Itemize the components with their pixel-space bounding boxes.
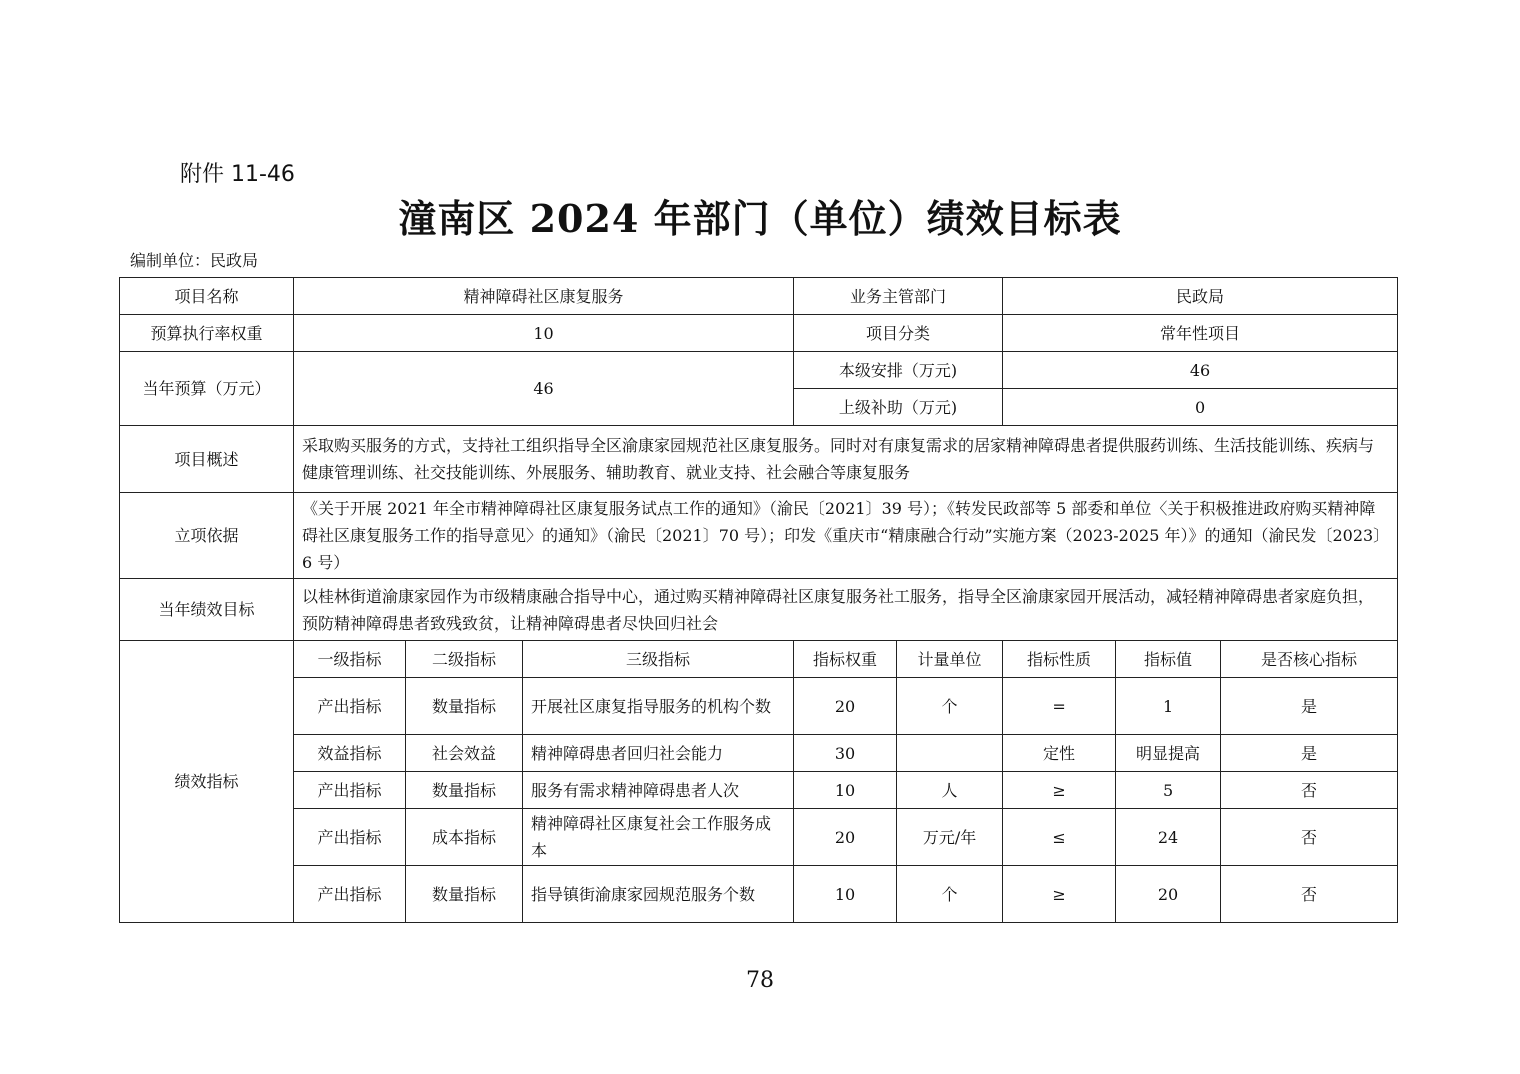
cell-label: 上级补助（万元) [794, 389, 1003, 426]
local-allocation: 46 [1003, 352, 1398, 389]
indicator-nature: ≥ [1003, 866, 1116, 923]
indicator-unit: 万元/年 [897, 809, 1003, 866]
indicator-header-row [120, 641, 1398, 678]
indicators-label: 绩效指标 [120, 641, 294, 923]
performance-table [119, 277, 1398, 923]
annual-budget: 46 [294, 352, 794, 426]
table-row [120, 735, 1398, 772]
level1-indicator: 效益指标 [294, 735, 406, 772]
project-overview: 采取购买服务的方式，支持社工组织指导全区渝康家园规范社区康复服务。同时对有康复需求的居家精神障碍患者提供服药训练、生活技能训练、疾病与健康管理训练、社交技能训练、外展服务、辅助教育、就业支持、社会融合等康复服务 [294, 426, 1398, 493]
cell-label: 项目概述 [120, 426, 294, 493]
indicator-nature: 定性 [1003, 735, 1116, 772]
level3-indicator: 精神障碍社区康复社会工作服务成本 [523, 809, 794, 866]
cell-label: 项目名称 [120, 278, 294, 315]
level3-indicator: 指导镇街渝康家园规范服务个数 [523, 866, 794, 923]
level2-indicator: 成本指标 [406, 809, 523, 866]
indicator-value: 明显提高 [1116, 735, 1221, 772]
page-number: 78 [746, 968, 774, 993]
level3-indicator: 服务有需求精神障碍患者人次 [523, 772, 794, 809]
cell-label: 业务主管部门 [794, 278, 1003, 315]
level1-indicator: 产出指标 [294, 809, 406, 866]
annual-goal: 以桂林街道渝康家园作为市级精康融合指导中心，通过购买精神障碍社区康复服务社工服务，指导全区渝康家园开展活动，减轻精神障碍患者家庭负担，预防精神障碍患者致残致贫，让精神障碍患者尽快回归社会 [294, 579, 1398, 641]
level1-indicator: 产出指标 [294, 866, 406, 923]
cell-label: 预算执行率权重 [120, 315, 294, 352]
level3-indicator: 精神障碍患者回归社会能力 [523, 735, 794, 772]
upper-subsidy: 0 [1003, 389, 1398, 426]
indicator-weight: 30 [794, 735, 897, 772]
cell-label: 本级安排（万元) [794, 352, 1003, 389]
budget-weight: 10 [294, 315, 794, 352]
indicator-unit [897, 735, 1003, 772]
level2-indicator: 社会效益 [406, 735, 523, 772]
level2-indicator: 数量指标 [406, 772, 523, 809]
table-row [120, 678, 1398, 735]
table-row [120, 809, 1398, 866]
core-indicator: 否 [1221, 809, 1398, 866]
table-row [120, 772, 1398, 809]
cell-label: 当年预算（万元） [120, 352, 294, 426]
level3-indicator: 开展社区康复指导服务的机构个数 [523, 678, 794, 735]
column-header: 指标值 [1116, 641, 1221, 678]
column-header: 指标权重 [794, 641, 897, 678]
project-category: 常年性项目 [1003, 315, 1398, 352]
core-indicator: 是 [1221, 735, 1398, 772]
table-row [120, 579, 1398, 641]
column-header: 三级指标 [523, 641, 794, 678]
table-row [120, 866, 1398, 923]
column-header: 二级指标 [406, 641, 523, 678]
indicator-nature: ≤ [1003, 809, 1116, 866]
column-header: 是否核心指标 [1221, 641, 1398, 678]
indicator-value: 1 [1116, 678, 1221, 735]
indicator-unit: 个 [897, 866, 1003, 923]
department: 民政局 [1003, 278, 1398, 315]
level2-indicator: 数量指标 [406, 678, 523, 735]
core-indicator: 是 [1221, 678, 1398, 735]
cell-label: 立项依据 [120, 493, 294, 579]
attachment-number: 附件 11-46 [180, 162, 295, 187]
cell-label: 项目分类 [794, 315, 1003, 352]
indicator-weight: 10 [794, 772, 897, 809]
level1-indicator: 产出指标 [294, 678, 406, 735]
indicator-value: 24 [1116, 809, 1221, 866]
table-row [120, 493, 1398, 579]
indicator-value: 5 [1116, 772, 1221, 809]
indicator-weight: 20 [794, 809, 897, 866]
column-header: 计量单位 [897, 641, 1003, 678]
indicator-weight: 20 [794, 678, 897, 735]
indicator-value: 20 [1116, 866, 1221, 923]
column-header: 指标性质 [1003, 641, 1116, 678]
column-header: 一级指标 [294, 641, 406, 678]
table-row [120, 278, 1398, 315]
core-indicator: 否 [1221, 772, 1398, 809]
level2-indicator: 数量指标 [406, 866, 523, 923]
indicator-unit: 人 [897, 772, 1003, 809]
table-row [120, 426, 1398, 493]
indicator-unit: 个 [897, 678, 1003, 735]
page-title: 潼南区 2024 年部门（单位）绩效目标表 [398, 196, 1122, 241]
core-indicator: 否 [1221, 866, 1398, 923]
project-basis: 《关于开展 2021 年全市精神障碍社区康复服务试点工作的通知》（渝民〔2021〕39 号）；《转发民政部等 5 部委和单位〈关于积极推进政府购买精神障碍社区康复服务工作的指导意见〉的通知》（渝民〔2021〕70 号）；印发《重庆市“精康融合行动”实施方案（2023-2025 年）》的通知（渝民发〔2023〕6 号） [294, 493, 1398, 579]
indicator-nature: = [1003, 678, 1116, 735]
cell-label: 当年绩效目标 [120, 579, 294, 641]
table-row [120, 315, 1398, 352]
project-name: 精神障碍社区康复服务 [294, 278, 794, 315]
indicator-nature: ≥ [1003, 772, 1116, 809]
level1-indicator: 产出指标 [294, 772, 406, 809]
table-row [120, 352, 1398, 389]
compiling-unit: 编制单位：民政局 [130, 251, 259, 270]
indicator-weight: 10 [794, 866, 897, 923]
